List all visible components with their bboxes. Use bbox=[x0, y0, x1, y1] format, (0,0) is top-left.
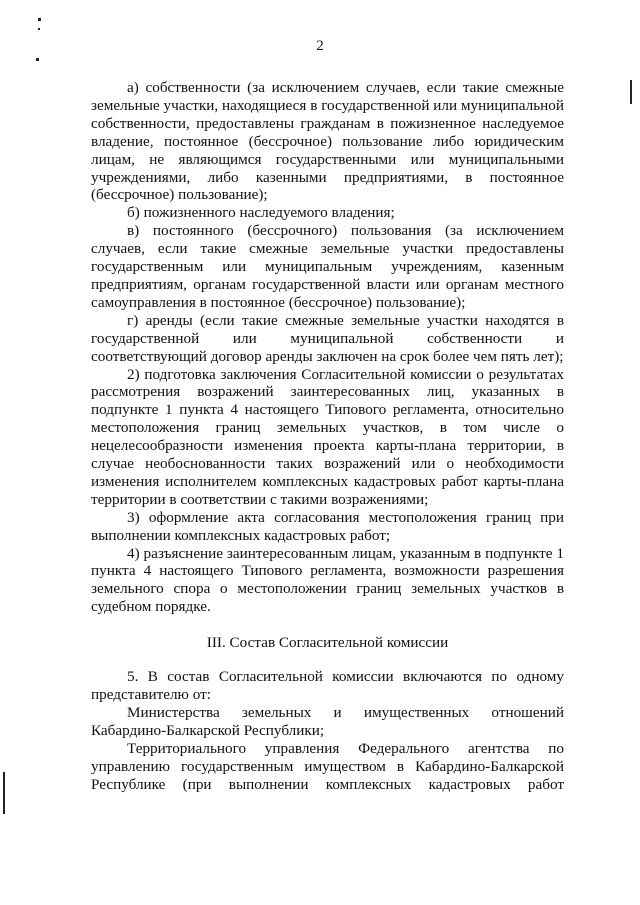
document-body bbox=[91, 79, 564, 793]
scan-mark bbox=[36, 58, 39, 61]
paragraph-item-3: 3) оформление акта согласования местоположения границ при выполнении комплексных кадастровых работ; bbox=[91, 508, 564, 544]
scan-mark bbox=[630, 80, 632, 104]
paragraph-item-5: 5. В состав Согласительной комиссии включаются по одному представителю от: bbox=[91, 668, 564, 703]
paragraph-item-4: 4) разъяснение заинтересованным лицам, указанным в подпункте 1 пункта 4 настоящего Типового регламента, возможности разрешения земельного спора о местоположении границ земельных участков в судебном порядке. bbox=[91, 544, 564, 616]
page-number: 2 bbox=[316, 38, 324, 54]
scan-mark bbox=[38, 28, 40, 30]
paragraph-lease: г) аренды (если такие смежные земельные участки находятся в государственной или муниципальной собственности и соответствующий договор аренды заключен на срок более чем пять лет); bbox=[91, 311, 564, 365]
scan-mark bbox=[3, 772, 5, 814]
paragraph-territorial-department: Территориального управления Федерального агентства по управлению государственным имуществом в Кабардино-Балкарской Республике (при выполнении комплексных кадастровых работ bbox=[91, 739, 564, 793]
paragraph-lifetime-possession: б) пожизненного наследуемого владения; bbox=[127, 204, 395, 222]
scan-mark bbox=[38, 18, 41, 21]
paragraph-permanent-use: в) постоянного (бессрочного) пользования (за исключением случаев, если такие смежные земельные участки предоставлены государственным или муниципальным учреждениям, казенным предприятиям, органам государственной власти или органам местного самоуправления в постоянное (бессрочное) пользование); bbox=[91, 222, 564, 311]
paragraph-ministry: Министерства земельных и имущественных отношений Кабардино-Балкарской Республики; bbox=[91, 703, 564, 739]
paragraph-item-2: 2) подготовка заключения Согласительной комиссии о результатах рассмотрения возражений заинтересованных лиц, указанных в подпункте 1 пункта 4 настоящего Типового регламента, относительно местоположения границ земельных участков, в том числе о нецелесообразности изменения проекта карты-плана территории, в случае необоснованности таких возражений или о необходимости изменения исполнителем комплексных кадастровых работ карты-плана территории в соответствии с такими возражениями; bbox=[91, 365, 564, 508]
section-title: III. Состав Согласительной комиссии bbox=[206, 634, 449, 652]
paragraph-ownership: а) собственности (за исключением случаев, если такие смежные земельные участки, находящиеся в государственной или муниципальной собственности, предоставлены гражданам в пожизненное наследуемое владение, постоянное (бессрочное) пользование либо юридическим лицам, не являющимся государственными или муниципальными учреждениями, либо казенными предприятиями, в постоянное (бессрочное) пользование); bbox=[91, 79, 564, 204]
